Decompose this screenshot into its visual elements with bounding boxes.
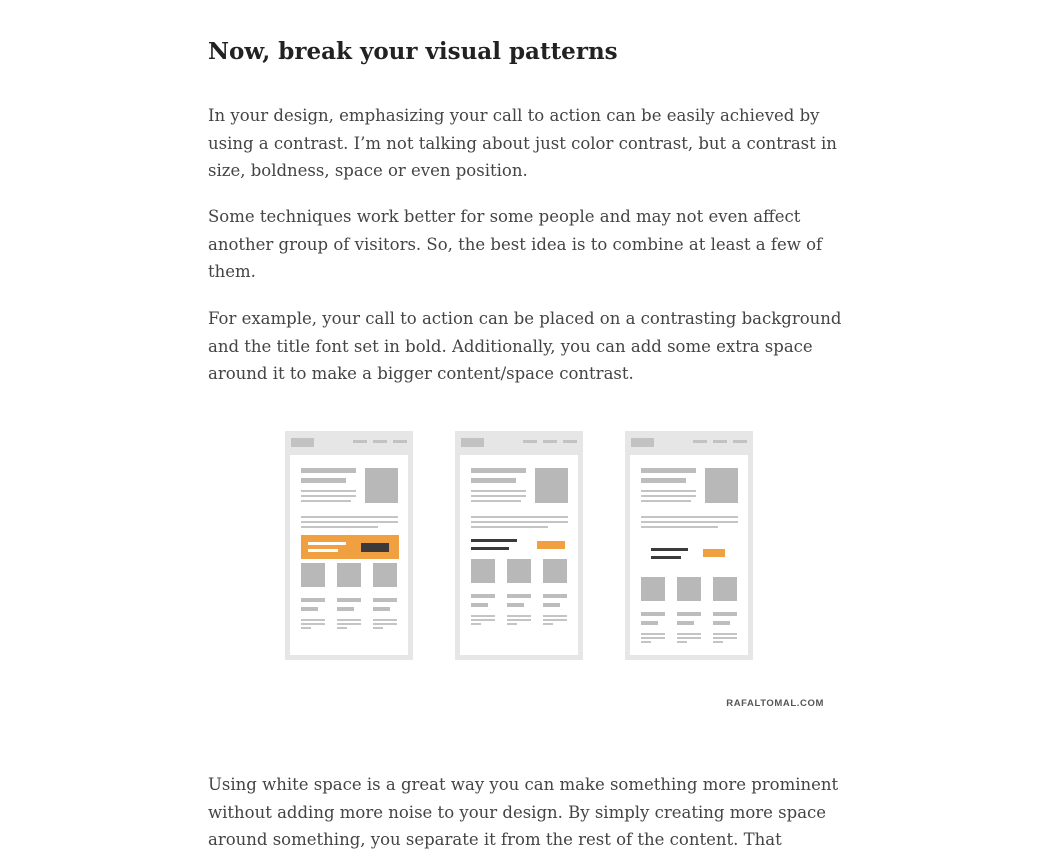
feature-title (373, 598, 397, 602)
paragraph-line: Some techniques work better for some people and may not even affect (208, 207, 801, 226)
paragraph-line: size, boldness, space or even position. (208, 161, 528, 180)
text-line-placeholder (337, 619, 361, 621)
cta-button (361, 543, 389, 552)
feature-image (471, 559, 495, 583)
cta-text-line (471, 547, 509, 550)
paragraph-2 (208, 203, 824, 286)
mockup-nav-item (693, 440, 707, 443)
mockup-title (471, 478, 516, 483)
text-line-placeholder (713, 641, 723, 643)
mockup-logo (631, 438, 654, 447)
feature-title (641, 612, 665, 616)
cta-text-line (651, 548, 688, 551)
cta-text-line (471, 539, 517, 542)
text-line-placeholder (301, 526, 378, 528)
mockups-illustration (208, 420, 824, 680)
paragraph-line: around something, you separate it from the rest of the content. That (208, 830, 782, 849)
text-line-placeholder (641, 641, 651, 643)
text-line-placeholder (641, 490, 696, 492)
feature-image (677, 577, 701, 601)
mockup-title (301, 478, 346, 483)
text-line-placeholder (373, 623, 397, 625)
feature-title (677, 612, 701, 616)
cta-button (703, 549, 725, 557)
paragraph-line: For example, your call to action can be placed on a contrasting background (208, 309, 842, 328)
feature-image (373, 563, 397, 587)
text-line-placeholder (713, 637, 737, 639)
mockup-nav-item (393, 440, 407, 443)
text-line-placeholder (471, 516, 568, 518)
mockup-logo (461, 438, 484, 447)
text-line-placeholder (507, 623, 517, 625)
text-line-placeholder (677, 637, 701, 639)
text-line-placeholder (471, 500, 521, 502)
text-line-placeholder (641, 526, 718, 528)
text-line-placeholder (471, 495, 526, 497)
text-line-placeholder (543, 615, 567, 617)
text-line-placeholder (543, 623, 553, 625)
text-line-placeholder (471, 521, 568, 523)
text-line-placeholder (471, 623, 481, 625)
wireframe-mockup-extra-space (625, 431, 753, 660)
feature-title (543, 594, 567, 598)
text-line-placeholder (677, 633, 701, 635)
mockup-nav-item (353, 440, 367, 443)
text-line-placeholder (641, 521, 738, 523)
feature-title (471, 594, 495, 598)
text-line-placeholder (471, 490, 526, 492)
mockup-nav-item (733, 440, 747, 443)
feature-image (713, 577, 737, 601)
text-line-placeholder (507, 619, 531, 621)
paragraph-line: them. (208, 262, 256, 281)
text-line-placeholder (471, 615, 495, 617)
feature-title (641, 621, 658, 625)
paragraph-line: without adding more noise to your design. By simply creating more space (208, 802, 827, 822)
mockup-hero-image (365, 468, 398, 503)
feature-title (543, 603, 560, 607)
text-line-placeholder (641, 516, 738, 518)
cta-text-line (308, 542, 346, 545)
text-line-placeholder (641, 495, 696, 497)
paragraph-line: and the title font set in bold. Additionally, you can add some extra space (208, 336, 813, 356)
cta-button (537, 541, 565, 549)
paragraph-3 (208, 305, 842, 388)
wireframe-mockup-contrasting-background (285, 431, 413, 660)
mockup-title (301, 468, 356, 473)
text-line-placeholder (713, 633, 737, 635)
mockup-title (641, 478, 686, 483)
text-line-placeholder (337, 627, 347, 629)
mockup-nav-item (543, 440, 557, 443)
text-line-placeholder (471, 526, 548, 528)
mockup-nav-item (713, 440, 727, 443)
text-line-placeholder (301, 521, 398, 523)
mockup-nav-item (563, 440, 577, 443)
mockup-title (471, 468, 526, 473)
section-heading: Now, break your visual patterns (208, 38, 618, 65)
feature-image (507, 559, 531, 583)
feature-title (301, 598, 325, 602)
paragraph-line: around it to make a bigger content/space contrast. (208, 364, 634, 383)
paragraph-line: In your design, emphasizing your call to action can be easily achieved by (208, 106, 820, 125)
cta-text-line (308, 549, 338, 552)
text-line-placeholder (373, 619, 397, 621)
paragraph-line: another group of visitors. So, the best idea is to combine at least a few of (208, 234, 823, 254)
text-line-placeholder (373, 627, 383, 629)
text-line-placeholder (301, 495, 356, 497)
mockup-nav-item (373, 440, 387, 443)
feature-image (337, 563, 361, 587)
mockup-title (641, 468, 696, 473)
text-line-placeholder (301, 500, 351, 502)
feature-title (337, 598, 361, 602)
text-line-placeholder (301, 619, 325, 621)
cta-text-line (651, 556, 681, 559)
feature-title (713, 621, 730, 625)
text-line-placeholder (301, 516, 398, 518)
mockup-hero-image (705, 468, 738, 503)
text-line-placeholder (641, 633, 665, 635)
paragraph-line: using a contrast. I’m not talking about just color contrast, but a contrast in (208, 133, 837, 153)
feature-title (507, 594, 531, 598)
text-line-placeholder (471, 619, 495, 621)
feature-title (713, 612, 737, 616)
feature-title (507, 603, 524, 607)
paragraph-4 (208, 771, 839, 854)
text-line-placeholder (677, 641, 687, 643)
text-line-placeholder (543, 619, 567, 621)
feature-image (641, 577, 665, 601)
feature-image (543, 559, 567, 583)
text-line-placeholder (507, 615, 531, 617)
mockup-logo (291, 438, 314, 447)
feature-title (471, 603, 488, 607)
feature-image (301, 563, 325, 587)
mockup-nav-item (523, 440, 537, 443)
text-line-placeholder (301, 623, 325, 625)
text-line-placeholder (337, 623, 361, 625)
mockup-hero-image (535, 468, 568, 503)
text-line-placeholder (301, 490, 356, 492)
paragraph-line: Using white space is a great way you can make something more prominent (208, 775, 839, 794)
paragraph-1 (208, 102, 837, 185)
wireframe-mockup-bold-title (455, 431, 583, 660)
feature-title (301, 607, 318, 611)
text-line-placeholder (641, 500, 691, 502)
text-line-placeholder (641, 637, 665, 639)
image-credit: RAFALTOMAL.COM (726, 698, 824, 709)
illustration-figure (208, 420, 824, 720)
feature-title (373, 607, 390, 611)
feature-title (677, 621, 694, 625)
feature-title (337, 607, 354, 611)
text-line-placeholder (301, 627, 311, 629)
